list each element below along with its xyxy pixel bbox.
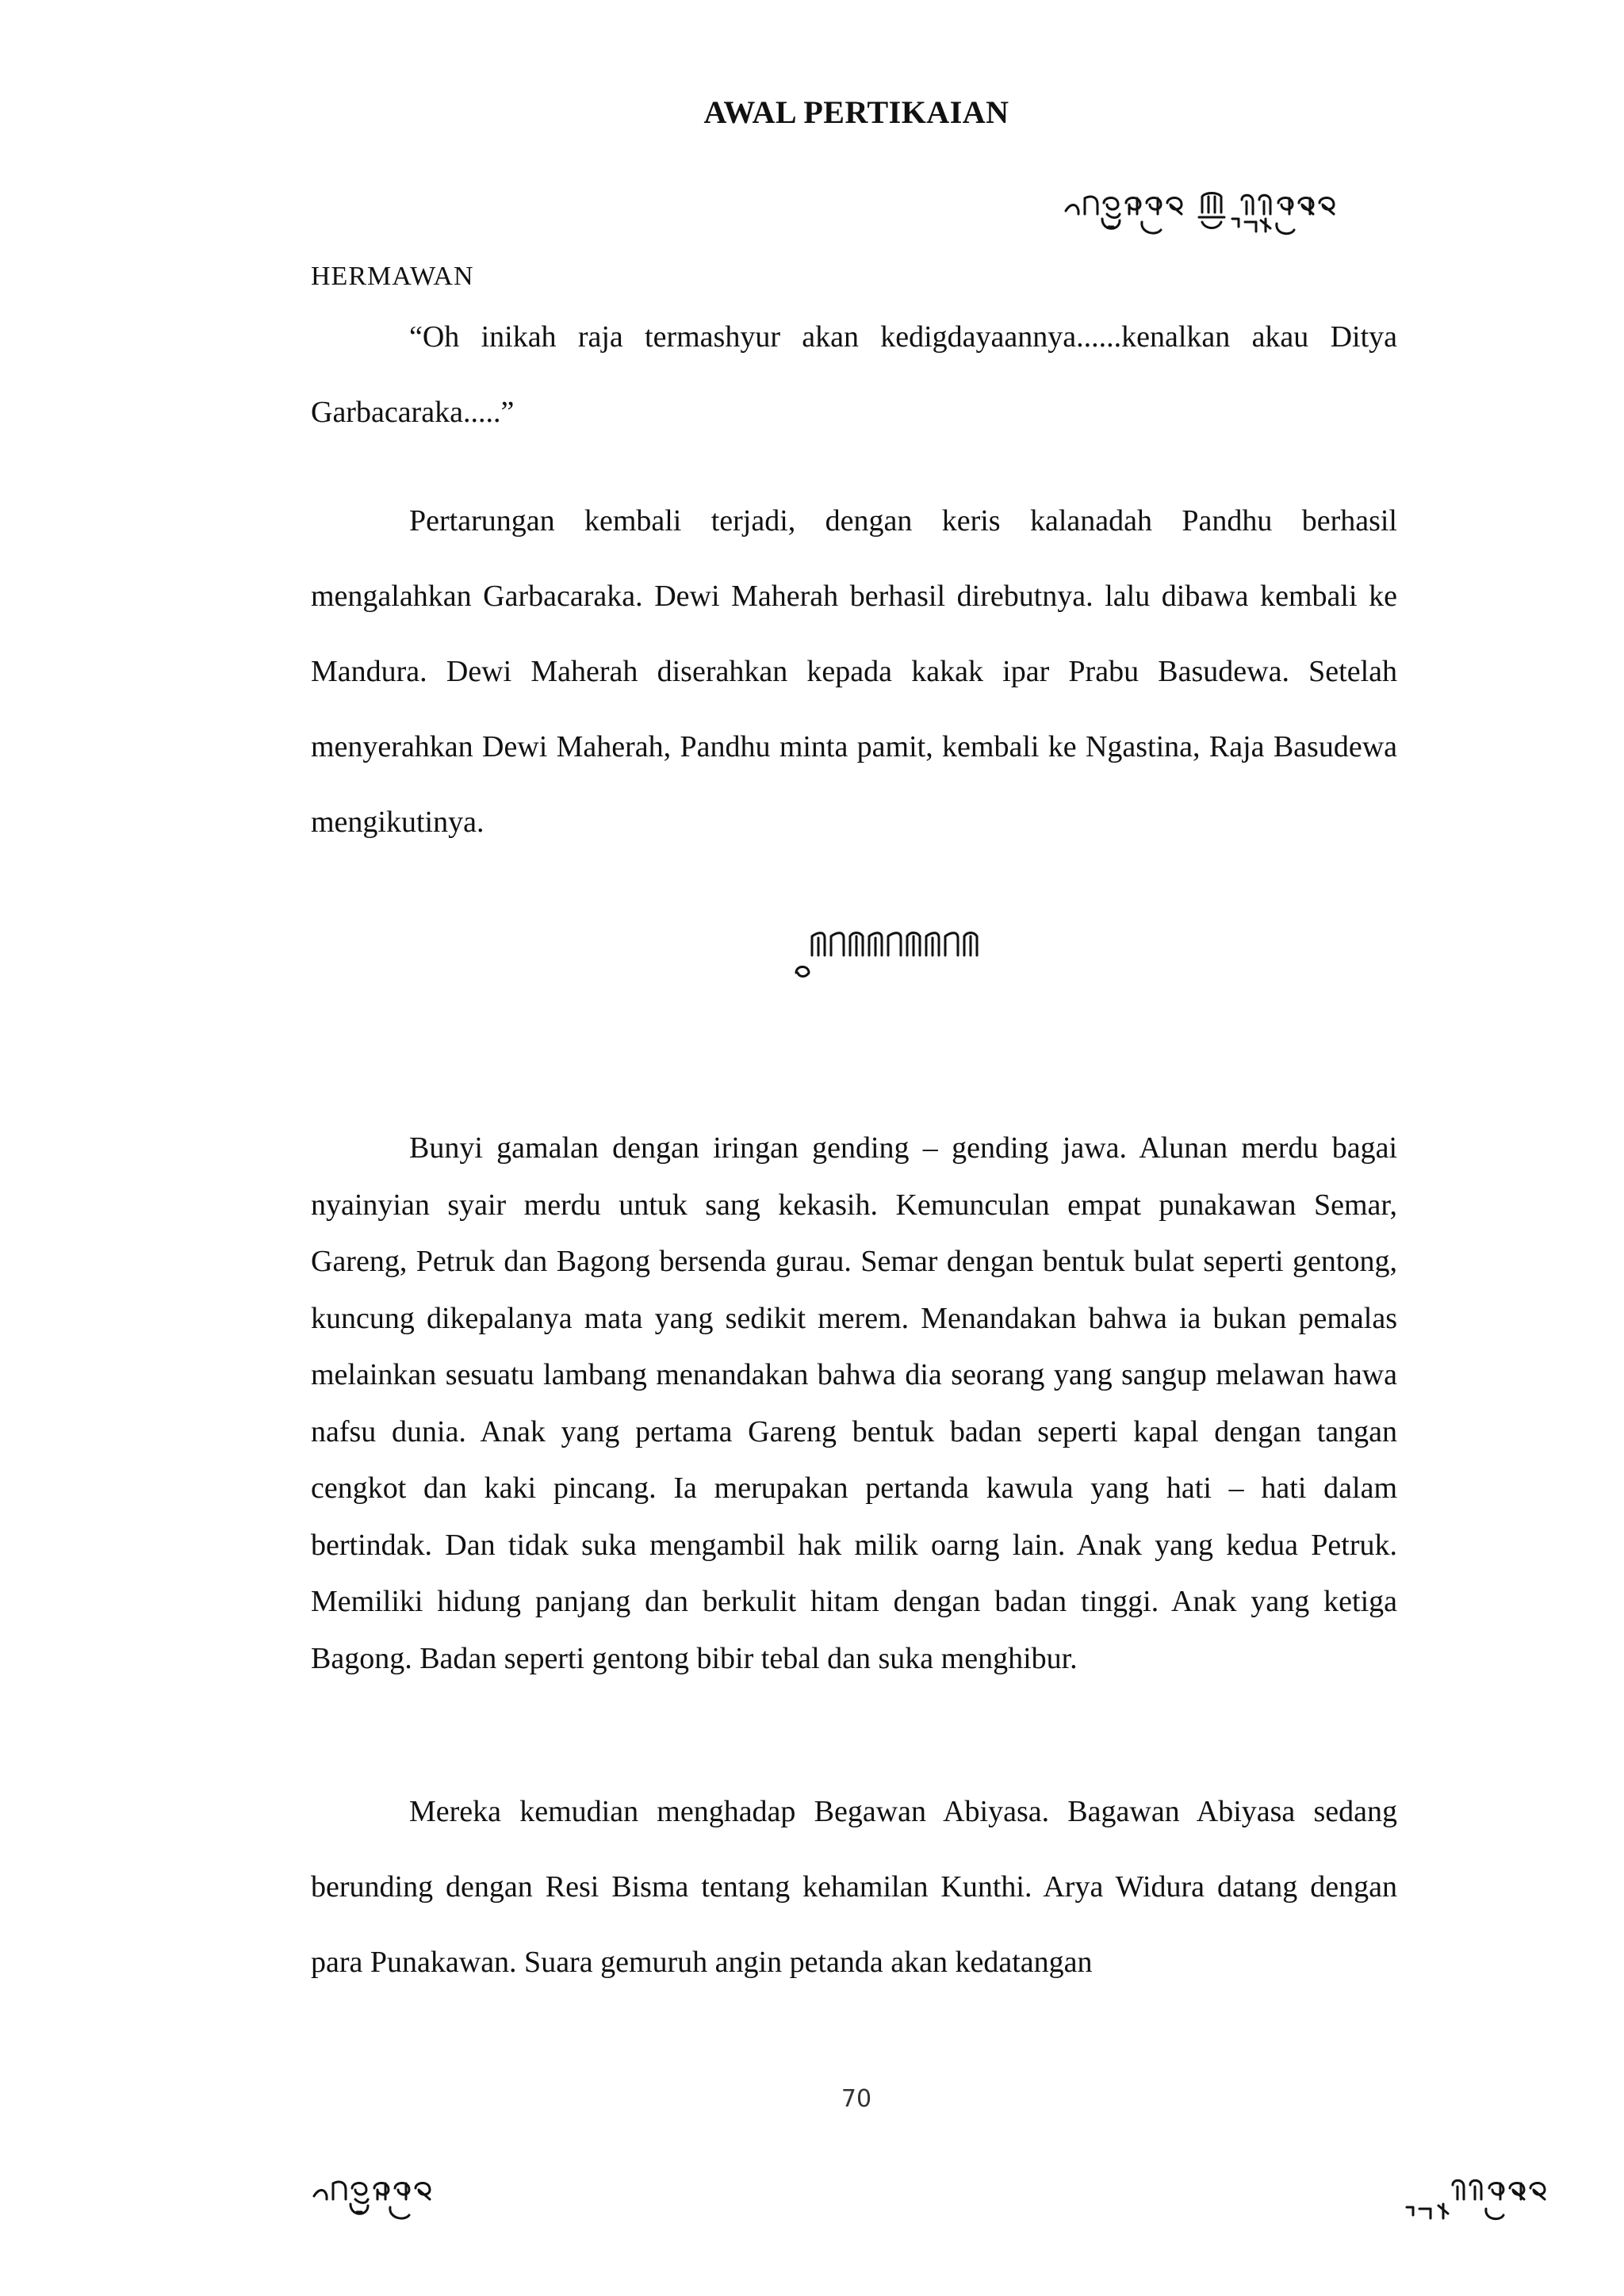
- page-title: AWAL PERTIKAIAN: [703, 94, 1009, 130]
- quote-paragraph: “Oh inikah raja termashyur akan kedigdayaannya......kenalkan akau Ditya Garbacaraka.....”: [311, 320, 1397, 429]
- paragraph-4: Mereka kemudian menghadap Begawan Abiyasa. Bagawan Abiyasa sedang berunding dengan Resi Bisma tentang kehamilan Kunthi. Arya Widura datang dengan para Punakawan. Suara gemuruh angin petanda akan kedatangan: [311, 1795, 1397, 1979]
- javanese-script-ornament-icon: [793, 932, 999, 981]
- paragraph-2: Pertarungan kembali terjadi, dengan keris kalanadah Pandhu berhasil mengalahkan Garbacaraka. Dewi Maherah berhasil direbutnya. lalu dibawa kembali ke Mandura. Dewi Maherah diserahkan kepada kakak ipar Prabu Basudewa. Setelah menyerahkan Dewi Maherah, Pandhu minta pamit, kembali ke Ngastina, Raja Basudewa mengikutinya.: [311, 504, 1397, 839]
- javanese-script-header-icon: [1063, 187, 1411, 251]
- javanese-script-footer-left-icon: [311, 2172, 501, 2231]
- paragraph-3: Bunyi gamalan dengan iringan gending – gending jawa. Alunan merdu bagai nyainyian syair merdu untuk sang kekasih. Kemunculan empat punakawan Semar, Gareng, Petruk dan Bagong bersenda gurau. Semar dengan bentuk bulat seperti gentong, kuncung dikepalanya mata yang sedikit merem. Menandakan bahwa ia bukan pemalas melainkan sesuatu lambang menandakan bahwa dia seorang yang sangup melawan hawa nafsu dunia. Anak yang pertama Gareng bentuk badan seperti kapal dengan tangan cengkot dan kaki pincang. Ia merupakan pertanda kawula yang hati – hati dalam bertindak. Dan tidak suka mengambil hak milik oarng lain. Anak yang kedua Petruk. Memiliki hidung panjang dan berkulit hitam dengan badan tinggi. Anak yang ketiga Bagong. Badan seperti gentong bibir tebal dan suka menghibur.: [311, 1131, 1397, 1675]
- page-number: 70: [841, 2085, 872, 2113]
- javanese-script-footer-right-icon: [1404, 2172, 1554, 2231]
- speaker-name: HERMAWAN: [311, 262, 474, 291]
